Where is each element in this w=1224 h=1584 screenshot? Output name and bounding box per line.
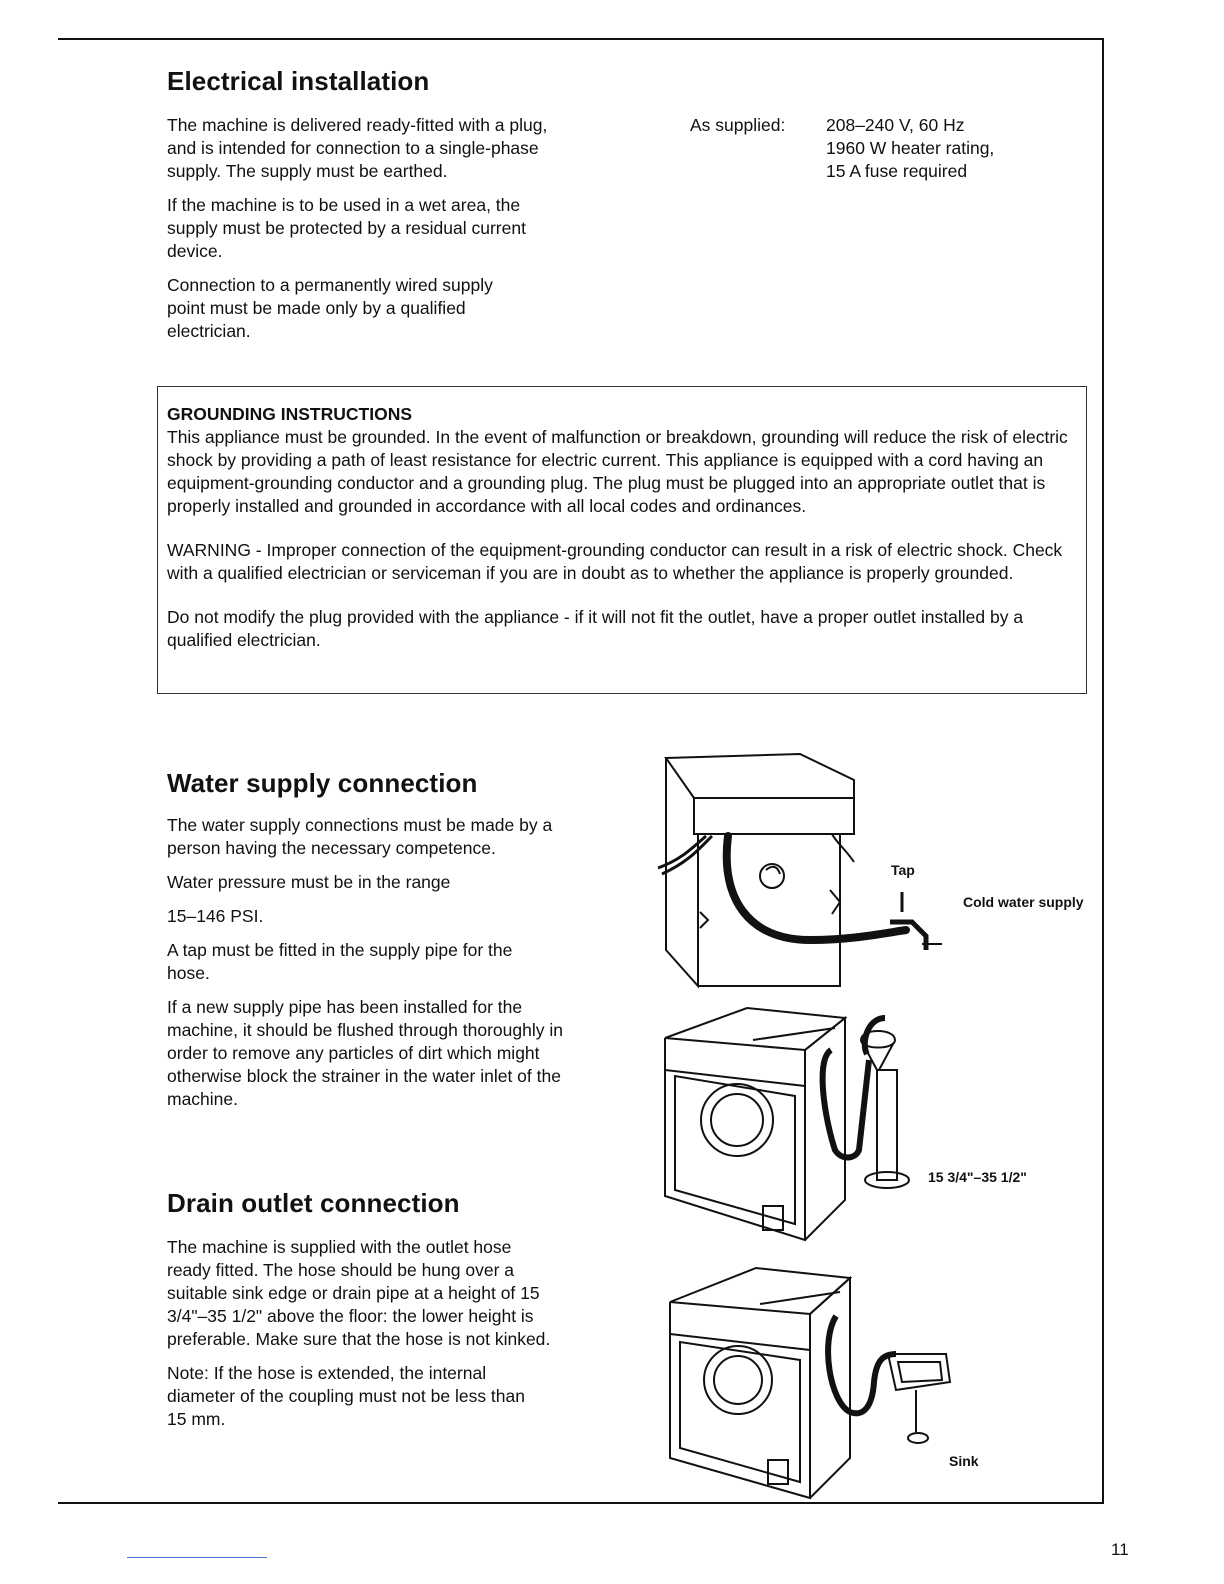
drain-paragraph: Note: If the hose is extended, the internal diameter of the coupling must not be less than 15 mm. [167,1363,525,1429]
top-rule [58,38,1104,40]
sink-drain-diagram [660,1262,960,1502]
water-paragraph: 15–146 PSI. [167,906,264,926]
tap-label: Tap [891,862,915,878]
height-range-label: 15 3/4"–35 1/2" [928,1169,1027,1185]
grounding-title: GROUNDING INSTRUCTIONS [167,404,412,424]
electrical-paragraph: Connection to a permanently wired supply point must be made only by a qualified electrician. [167,275,493,341]
drain-text [167,1236,557,1442]
grounding-paragraph: This appliance must be grounded. In the event of malfunction or breakdown, grounding will reduce the risk of electric shock by providing a path of least resistance for electric current. This appliance is equipped with a cord having an equipment-grounding conductor and a grounding plug. The plug must be plugged into an appropriate outlet that is properly installed and grounded in accordance with all local codes and ordinances. [167,427,1068,516]
water-text [167,814,582,1122]
page-number: 11 [1111,1540,1129,1559]
drain-heading: Drain outlet connection [167,1188,460,1218]
water-heading: Water supply connection [167,768,478,798]
electrical-heading: Electrical installation [167,66,430,96]
electrical-paragraph: If the machine is to be used in a wet area, the supply must be protected by a residual current device. [167,195,526,261]
supplied-value: 208–240 V, 60 Hz 1960 W heater rating, 15 A fuse required [826,115,995,181]
water-paragraph: A tap must be fitted in the supply pipe for the hose. [167,940,513,983]
water-paragraph: The water supply connections must be made by a person having the necessary competence. [167,815,553,858]
water-paragraph: If a new supply pipe has been installed for the machine, it should be flushed through thoroughly in order to remove any particles of dirt which might otherwise block the strainer in the water inlet of the machine. [167,997,563,1109]
warning-paragraph: WARNING - Improper connection of the equipment-grounding conductor can result in a risk of electric shock. Check with a qualified electrician or serviceman if you are in doubt as to whether the appliance is properly grounded. [167,540,1063,583]
water-supply-diagram [650,750,970,990]
electrical-paragraph: The machine is delivered ready-fitted with a plug, and is intended for connection to a single-phase supply. The supply must be earthed. [167,115,548,181]
drain-paragraph: The machine is supplied with the outlet hose ready fitted. The hose should be hung over a suitable sink edge or drain pipe at a height of 15 3/4"–35 1/2" above the floor: the lower height is preferable. Make sure that the hose is not kinked. [167,1237,551,1349]
sink-label: Sink [949,1453,979,1469]
cold-water-supply-label: Cold water supply [963,894,1084,910]
right-rule [1102,38,1104,1504]
plug-paragraph: Do not modify the plug provided with the appliance - if it will not fit the outlet, have a proper outlet installed by a qualified electrician. [167,607,1024,650]
water-paragraph: Water pressure must be in the range [167,872,451,892]
bottom-rule [58,1502,1104,1504]
grounding-instructions-box [157,386,1087,694]
drain-pipe-diagram [655,1000,935,1250]
electrical-text [167,114,567,354]
footer-link-line [127,1557,267,1558]
supplied-label: As supplied: [690,115,786,135]
